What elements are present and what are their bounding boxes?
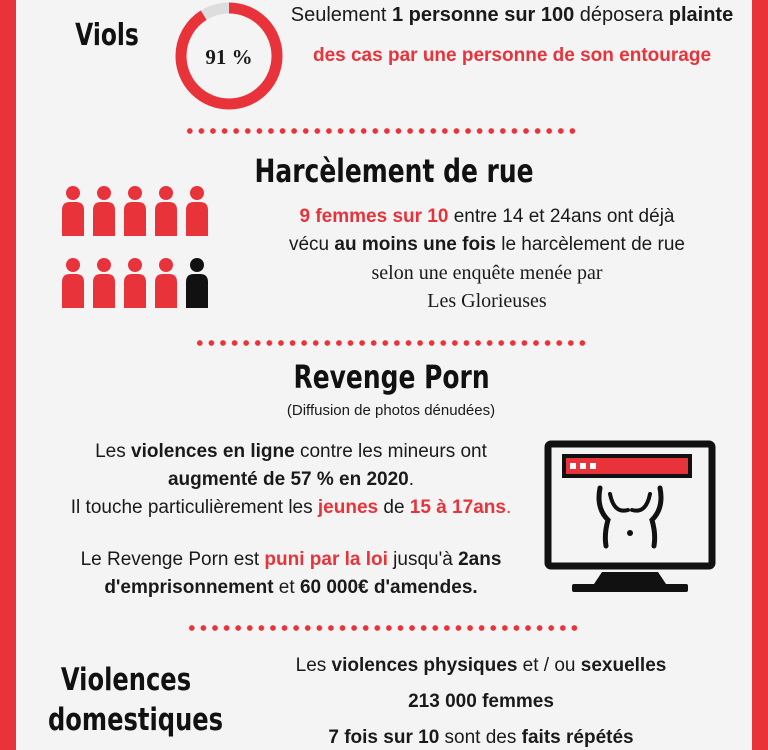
revenge-p1-line2: augmenté de 57 % en 2020. bbox=[167, 469, 415, 490]
harcelement-line4: Les Glorieuses bbox=[427, 290, 547, 312]
divider-2 bbox=[194, 339, 588, 347]
harcelement-line3: selon une enquête menée par bbox=[371, 262, 603, 284]
person-icon bbox=[122, 186, 148, 236]
percent-label: 91 % bbox=[205, 45, 253, 69]
viols-line2: des cas par une personne de son entourage bbox=[312, 45, 712, 66]
revenge-p2-line1: Le Revenge Porn est puni par la loi jusqu'à 2ans bbox=[80, 549, 502, 570]
revenge-p1-line3: Il touche particulièrement les jeunes de 15 à 17ans. bbox=[70, 497, 512, 518]
harcelement-line2: vécu au moins une fois le harcèlement de rue bbox=[288, 234, 685, 255]
person-icon bbox=[91, 186, 117, 236]
person-icon bbox=[153, 258, 179, 308]
person-icon bbox=[91, 258, 117, 308]
person-icon bbox=[60, 258, 86, 308]
harcelement-line1: 9 femmes sur 10 entre 14 et 24ans ont déjà bbox=[299, 206, 675, 227]
people-icon-grid bbox=[60, 186, 230, 316]
person-icon bbox=[122, 258, 148, 308]
viols-title: Viols bbox=[75, 18, 139, 53]
person-icon bbox=[184, 186, 210, 236]
revenge-p1-line1: Les violences en ligne contre les mineurs ont bbox=[95, 441, 487, 462]
domestiques-line1: Les violences physiques et / ou sexuelles bbox=[295, 655, 667, 676]
infographic-page bbox=[16, 0, 752, 750]
person-icon bbox=[153, 186, 179, 236]
divider-1 bbox=[184, 127, 578, 135]
viols-line1: Seulement 1 personne sur 100 déposera plainte bbox=[290, 4, 734, 26]
harcelement-title: Harcèlement de rue bbox=[254, 152, 534, 190]
domestiques-title-line1: Violences bbox=[60, 662, 192, 698]
domestiques-line3: 7 fois sur 10 sont des faits répétés bbox=[328, 727, 634, 748]
monitor-icon bbox=[542, 438, 718, 598]
person-icon bbox=[184, 258, 210, 308]
revenge-subtitle: (Diffusion de photos dénudées) bbox=[286, 402, 496, 419]
domestiques-title-line2: domestiques bbox=[48, 702, 224, 738]
divider-3 bbox=[186, 624, 580, 632]
domestiques-line2: 213 000 femmes bbox=[408, 691, 554, 712]
person-icon bbox=[60, 186, 86, 236]
revenge-title: Revenge Porn bbox=[293, 358, 490, 396]
revenge-p2-line2: d'emprisonnement et 60 000€ d'amendes. bbox=[104, 577, 478, 598]
